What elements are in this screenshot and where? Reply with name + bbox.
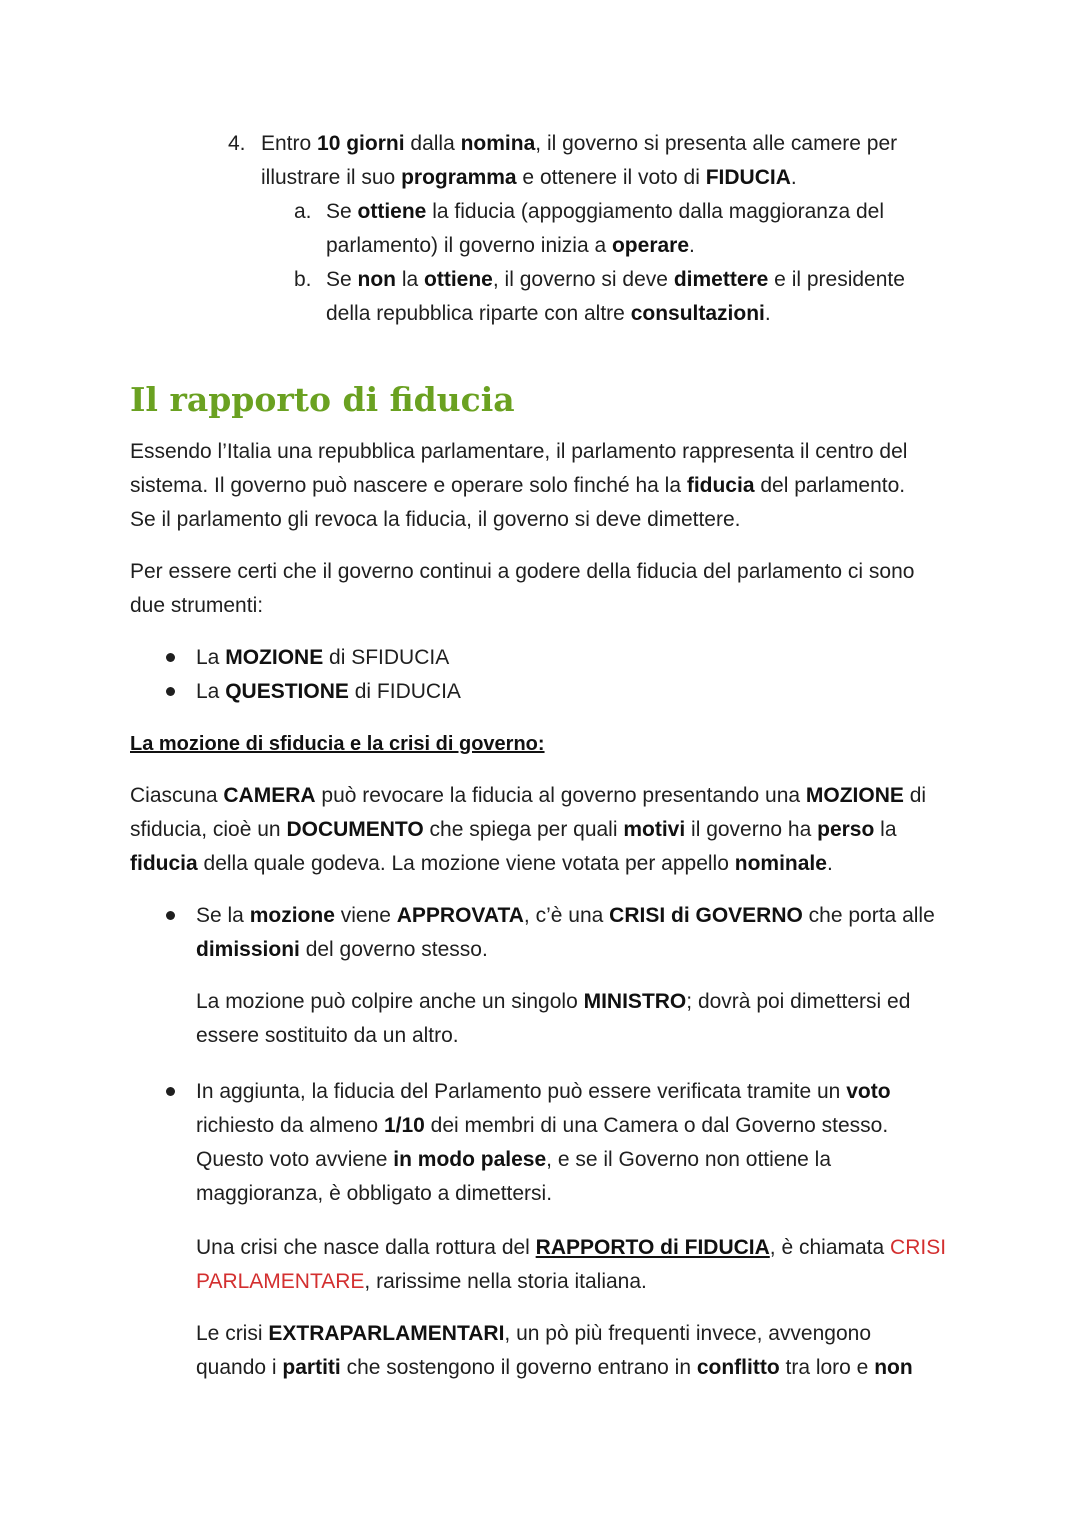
list-marker-b: b.: [294, 268, 312, 291]
item4-line2: illustrare il suo programma e ottenere il voto di FIDUCIA.: [261, 166, 797, 189]
para3-line2: sfiducia, cioè un DOCUMENTO che spiega per quali motivi il governo ha perso la: [130, 818, 897, 841]
bullet1-para2-line1: La mozione può colpire anche un singolo MINISTRO; dovrà poi dimettersi ed: [196, 990, 911, 1013]
sub-a-line2: parlamento) il governo inizia a operare.: [326, 234, 695, 257]
sub-a-line1: Se ottiene la fiducia (appoggiamento dalla maggioranza del: [326, 200, 885, 223]
bullet2-line3: Questo voto avviene in modo palese, e se il Governo non ottiene la: [196, 1148, 832, 1171]
bullet2-line4: maggioranza, è obbligato a dimettersi.: [196, 1182, 553, 1205]
para2-line2: due strumenti:: [130, 594, 264, 617]
bullet-dot: [166, 653, 175, 662]
para1-line3: Se il parlamento gli revoca la fiducia, il governo si deve dimettere.: [130, 508, 741, 531]
bullet2-para3-line1: Le crisi EXTRAPARLAMENTARI, un pò più frequenti invece, avvengono: [196, 1322, 872, 1345]
list-marker-a: a.: [294, 200, 312, 223]
bullet1-line2: dimissioni del governo stesso.: [196, 938, 488, 961]
para1-line1: Essendo l’Italia una repubblica parlamentare, il parlamento rappresenta il centro del: [130, 440, 908, 463]
bullet-dot: [166, 687, 175, 696]
sub-b-line1: Se non la ottiene, il governo si deve dimettere e il presidente: [326, 268, 905, 291]
item4-line1: Entro 10 giorni dalla nomina, il governo si presenta alle camere per: [261, 132, 898, 155]
para3-line1: Ciascuna CAMERA può revocare la fiducia al governo presentando una MOZIONE di: [130, 784, 927, 807]
bullet1-line1: Se la mozione viene APPROVATA, c’è una CRISI di GOVERNO che porta alle: [196, 904, 935, 927]
bullet2-para2-line2: PARLAMENTARE, rarissime nella storia italiana.: [196, 1270, 647, 1293]
bullet-dot: [166, 911, 175, 920]
list-item-mozione: La MOZIONE di SFIDUCIA: [196, 646, 450, 669]
para2-line1: Per essere certi che il governo continui a godere della fiducia del parlamento ci sono: [130, 560, 915, 583]
bullet2-para3-line2: quando i partiti che sostengono il governo entrano in conflitto tra loro e non: [196, 1356, 913, 1379]
list-item-questione: La QUESTIONE di FIDUCIA: [196, 680, 461, 703]
bullet-dot: [166, 1087, 175, 1096]
sub-b-line2: della repubblica riparte con altre consultazioni.: [326, 302, 771, 325]
bullet1-para2-line2: essere sostituito da un altro.: [196, 1024, 459, 1047]
section-heading: Il rapporto di fiducia: [130, 380, 515, 419]
para1-line2: sistema. Il governo può nascere e operare solo finché ha la fiducia del parlamento.: [130, 474, 906, 497]
para3-line3: fiducia della quale godeva. La mozione viene votata per appello nominale.: [130, 852, 833, 875]
list-marker-4: 4.: [228, 132, 246, 155]
subheading: La mozione di sfiducia e la crisi di governo:: [130, 733, 545, 755]
bullet2-line1: In aggiunta, la fiducia del Parlamento può essere verificata tramite un voto: [196, 1080, 891, 1103]
bullet2-line2: richiesto da almeno 1/10 dei membri di una Camera o dal Governo stesso.: [196, 1114, 889, 1137]
bullet2-para2-line1: Una crisi che nasce dalla rottura del RAPPORTO di FIDUCIA, è chiamata CRISI: [196, 1236, 947, 1259]
